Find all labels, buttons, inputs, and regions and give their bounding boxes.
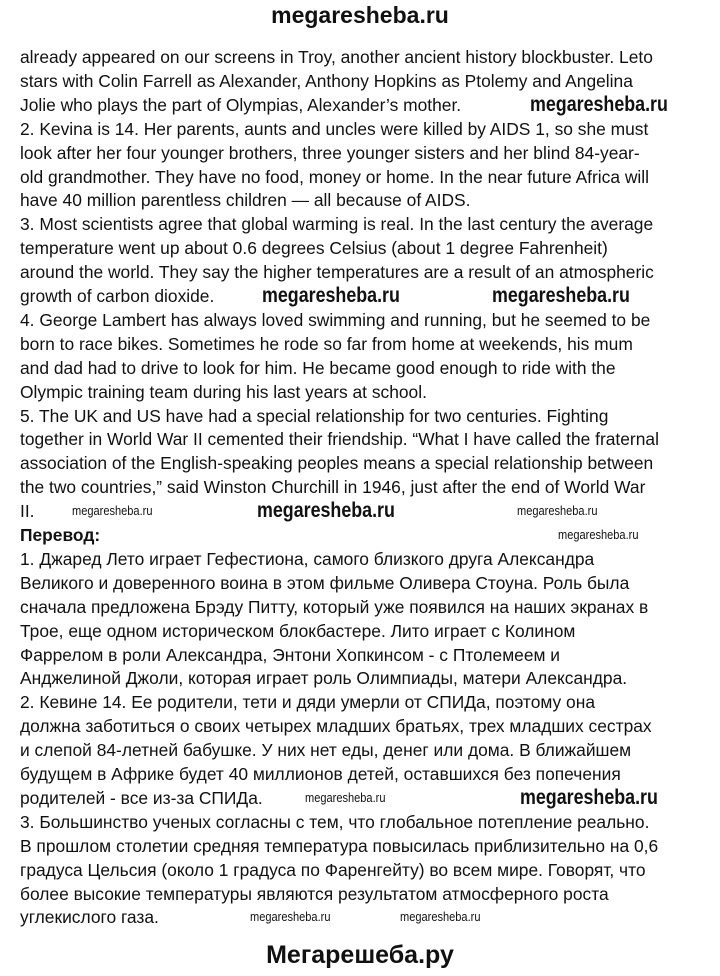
- text-line: сначала предложена Брэду Питту, который уже появился на наших экранах в: [20, 596, 649, 617]
- text-line: 2. Kevina is 14. Her parents, aunts and uncles were killed by AIDS 1, so she must: [20, 118, 649, 139]
- watermark: megaresheba.ru: [72, 503, 153, 518]
- text-line: 5. The UK and US have had a special relationship for two centuries. Fighting: [20, 405, 609, 426]
- text-line: Великого и доверенного воина в этом фильме Оливера Стоуна. Роль была: [20, 572, 630, 593]
- text-line: Трое, еще одном историческом блокбастере. Лито играет с Колином: [20, 620, 576, 641]
- text-line: родителей - все из-за СПИДа.: [20, 787, 263, 808]
- watermark: megaresheba.ru: [257, 499, 395, 522]
- text-line: association of the English-speaking peoples means a special relationship between: [20, 453, 654, 474]
- text-line: будущем в Африке будет 40 миллионов детей, оставшихся без попечения: [20, 764, 621, 784]
- text-line: around the world. They say the higher temperatures are a result of an atmospheric: [20, 262, 654, 283]
- text-line: the two countries,” said Winston Churchill in 1946, just after the end of World War: [20, 477, 646, 498]
- text-line: have 40 million parentless children — all because of AIDS.: [20, 190, 471, 211]
- text-line: 4. George Lambert has always loved swimming and running, but he seemed to be: [20, 309, 651, 330]
- text-line: Фаррелом в роли Александра, Энтони Хопкинсом - с Птолемеем и: [20, 644, 561, 665]
- watermark: megaresheba.ru: [250, 909, 331, 924]
- section-heading: Перевод:: [20, 525, 101, 545]
- watermark: megaresheba.ru: [520, 786, 658, 809]
- text-line: Olympic training team during his last years at school.: [20, 381, 427, 402]
- text-line: look after her four younger brothers, three younger sisters and her blind 84-year-: [20, 142, 640, 163]
- text-line: II.: [20, 501, 35, 522]
- text-line: 2. Кевине 14. Ее родители, тети и дяди умерли от СПИДа, поэтому она: [20, 692, 596, 713]
- text-line: already appeared on our screens in Troy, another ancient history blockbuster. Leto: [20, 47, 653, 67]
- watermark: megaresheba.ru: [558, 527, 639, 542]
- text-line: Jolie who plays the part of Olympias, Alexander’s mother.: [20, 94, 462, 115]
- text-line: 3. Большинство ученых согласны с тем, что глобальное потепление реально.: [20, 811, 650, 832]
- text-line: growth of carbon dioxide.: [20, 286, 215, 306]
- text-line: и слепой 84-летней бабушке. У них нет еды, денег или дома. В ближайшем: [20, 740, 632, 761]
- watermark: megaresheba.ru: [305, 790, 386, 805]
- text-line: born to race bikes. Sometimes he rode so far from home at weekends, his mum: [20, 333, 633, 354]
- text-line: должна заботиться о своих четырех младших братьях, трех младших сестрах: [20, 716, 652, 737]
- text-line: более высокие температуры являются результатом атмосферного роста: [20, 883, 609, 904]
- text-line: 1. Джаред Лето играет Гефестиона, самого близкого друга Александра: [20, 548, 595, 569]
- text-line: old grandmother. They have no food, money or home. In the near future Africa will: [20, 166, 649, 187]
- watermark: megaresheba.ru: [530, 93, 668, 116]
- watermark: megaresheba.ru: [517, 503, 598, 518]
- text-line: stars with Colin Farrell as Alexander, Anthony Hopkins as Ptolemy and Angelina: [20, 70, 633, 91]
- text-line: together in World War II cemented their friendship. “What I have called the fraternal: [20, 429, 659, 450]
- watermark: megaresheba.ru: [492, 284, 630, 307]
- text-line: and dad had to drive to look for him. He became good enough to ride with the: [20, 357, 616, 378]
- watermark: megaresheba.ru: [400, 909, 481, 924]
- text-line: 3. Most scientists agree that global warming is real. In the last century the average: [20, 214, 654, 235]
- text-line: Анджелиной Джоли, которая играет роль Олимпиады, матери Александра.: [20, 668, 628, 689]
- site-footer: Мегарешеба.ру: [266, 941, 454, 969]
- text-line: углекислого газа.: [20, 907, 159, 928]
- text-line: В прошлом столетии средняя температура повысилась приблизительно на 0,6: [20, 835, 659, 856]
- text-line: temperature went up about 0.6 degrees Celsius (about 1 degree Fahrenheit): [20, 238, 608, 259]
- site-header: megaresheba.ru: [271, 2, 449, 28]
- watermark: megaresheba.ru: [262, 284, 400, 307]
- text-line: градуса Цельсия (около 1 градуса по Фаренгейту) во всем мире. Говорят, что: [20, 859, 646, 880]
